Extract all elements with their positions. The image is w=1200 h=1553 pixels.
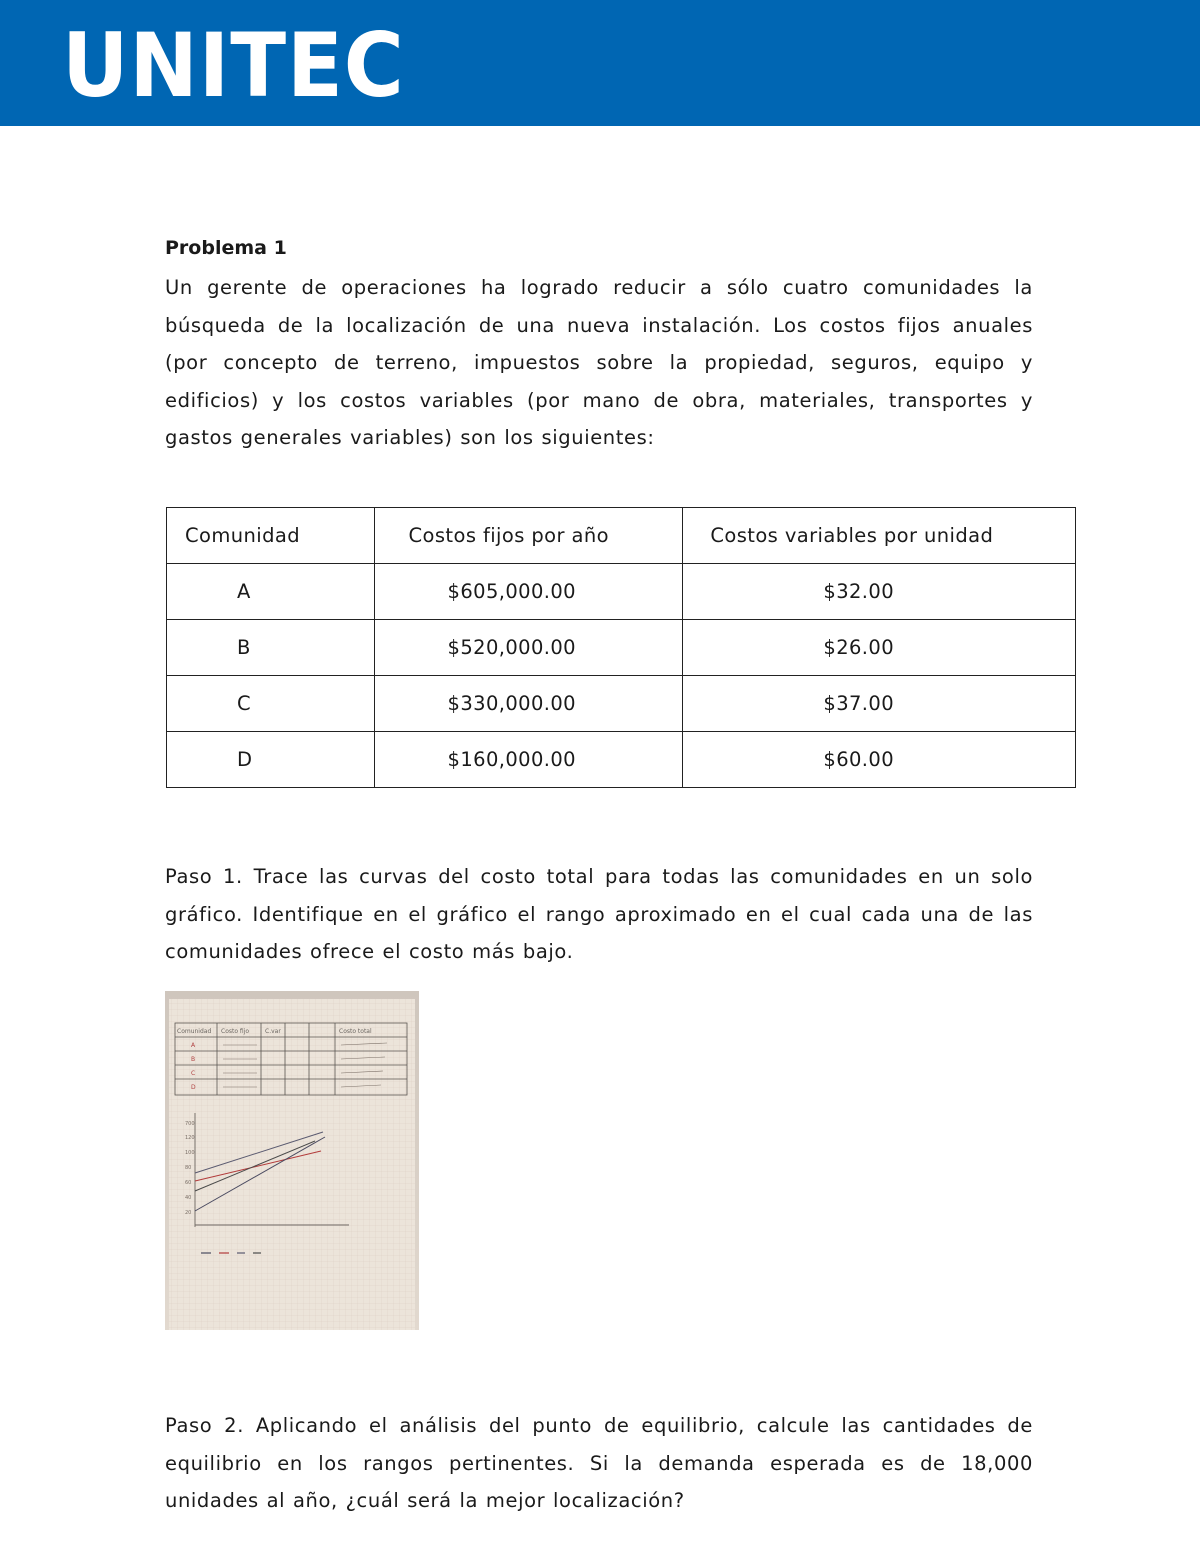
cell-variable: $32.00 bbox=[683, 564, 1076, 620]
table-header-row bbox=[167, 508, 1076, 564]
cell-fixed: $160,000.00 bbox=[374, 732, 683, 788]
table-row bbox=[167, 564, 1076, 620]
svg-text:40: 40 bbox=[185, 1195, 192, 1201]
svg-text:C.var: C.var bbox=[265, 1028, 281, 1035]
header-banner bbox=[0, 0, 1200, 126]
header-fixed-costs: Costos fijos por año bbox=[374, 508, 683, 564]
problem-intro: Un gerente de operaciones ha logrado reducir a sólo cuatro comunidades la búsqueda de la localización de una nueva instalación. Los costos fijos anuales (por concepto de terreno, impuestos sobre la propiedad, seguros, equipo y edificios) y los costos variables (por mano de obra, materiales, transportes y gastos generales variables) son los siguientes: bbox=[165, 276, 1033, 450]
svg-text:D: D bbox=[191, 1084, 196, 1091]
step2-text: Paso 2. Aplicando el análisis del punto de equilibrio, calcule las cantidades de equilibrio en los rangos pertinentes. Si la demanda esperada es de 18,000 unidades al año, ¿cuál será la mejor localización? bbox=[165, 1414, 1033, 1513]
svg-text:120: 120 bbox=[185, 1135, 195, 1141]
problem-title: Problema 1 bbox=[165, 237, 287, 259]
svg-text:Costo fijo: Costo fijo bbox=[221, 1028, 250, 1035]
cell-community: C bbox=[167, 676, 375, 732]
svg-text:A: A bbox=[191, 1042, 196, 1049]
table-row bbox=[167, 620, 1076, 676]
svg-text:700: 700 bbox=[185, 1121, 195, 1127]
svg-text:60: 60 bbox=[185, 1180, 192, 1186]
cell-community: B bbox=[167, 620, 375, 676]
svg-text:C: C bbox=[191, 1070, 196, 1077]
cell-variable: $60.00 bbox=[683, 732, 1076, 788]
cost-table bbox=[166, 507, 1076, 788]
table-row bbox=[167, 676, 1076, 732]
cell-community: A bbox=[167, 564, 375, 620]
table-row bbox=[167, 732, 1076, 788]
svg-text:B: B bbox=[191, 1056, 196, 1063]
svg-text:20: 20 bbox=[185, 1210, 192, 1216]
unitec-logo: UNITEC bbox=[62, 14, 405, 117]
cell-fixed: $605,000.00 bbox=[374, 564, 683, 620]
step1-text: Paso 1. Trace las curvas del costo total para todas las comunidades en un solo gráfico. Identifique en el gráfico el rango aproximado en el cual cada una de las comunidades ofrece el costo más bajo. bbox=[165, 865, 1033, 964]
svg-text:80: 80 bbox=[185, 1165, 192, 1171]
header-variable-costs: Costos variables por unidad bbox=[683, 508, 1076, 564]
cell-fixed: $330,000.00 bbox=[374, 676, 683, 732]
svg-text:Comunidad: Comunidad bbox=[177, 1028, 212, 1035]
header-community: Comunidad bbox=[167, 508, 375, 564]
cell-fixed: $520,000.00 bbox=[374, 620, 683, 676]
svg-text:100: 100 bbox=[185, 1150, 195, 1156]
svg-text:Costo total: Costo total bbox=[339, 1028, 372, 1035]
cell-variable: $37.00 bbox=[683, 676, 1076, 732]
handwritten-graph-photo bbox=[165, 991, 419, 1330]
cell-community: D bbox=[167, 732, 375, 788]
cell-variable: $26.00 bbox=[683, 620, 1076, 676]
